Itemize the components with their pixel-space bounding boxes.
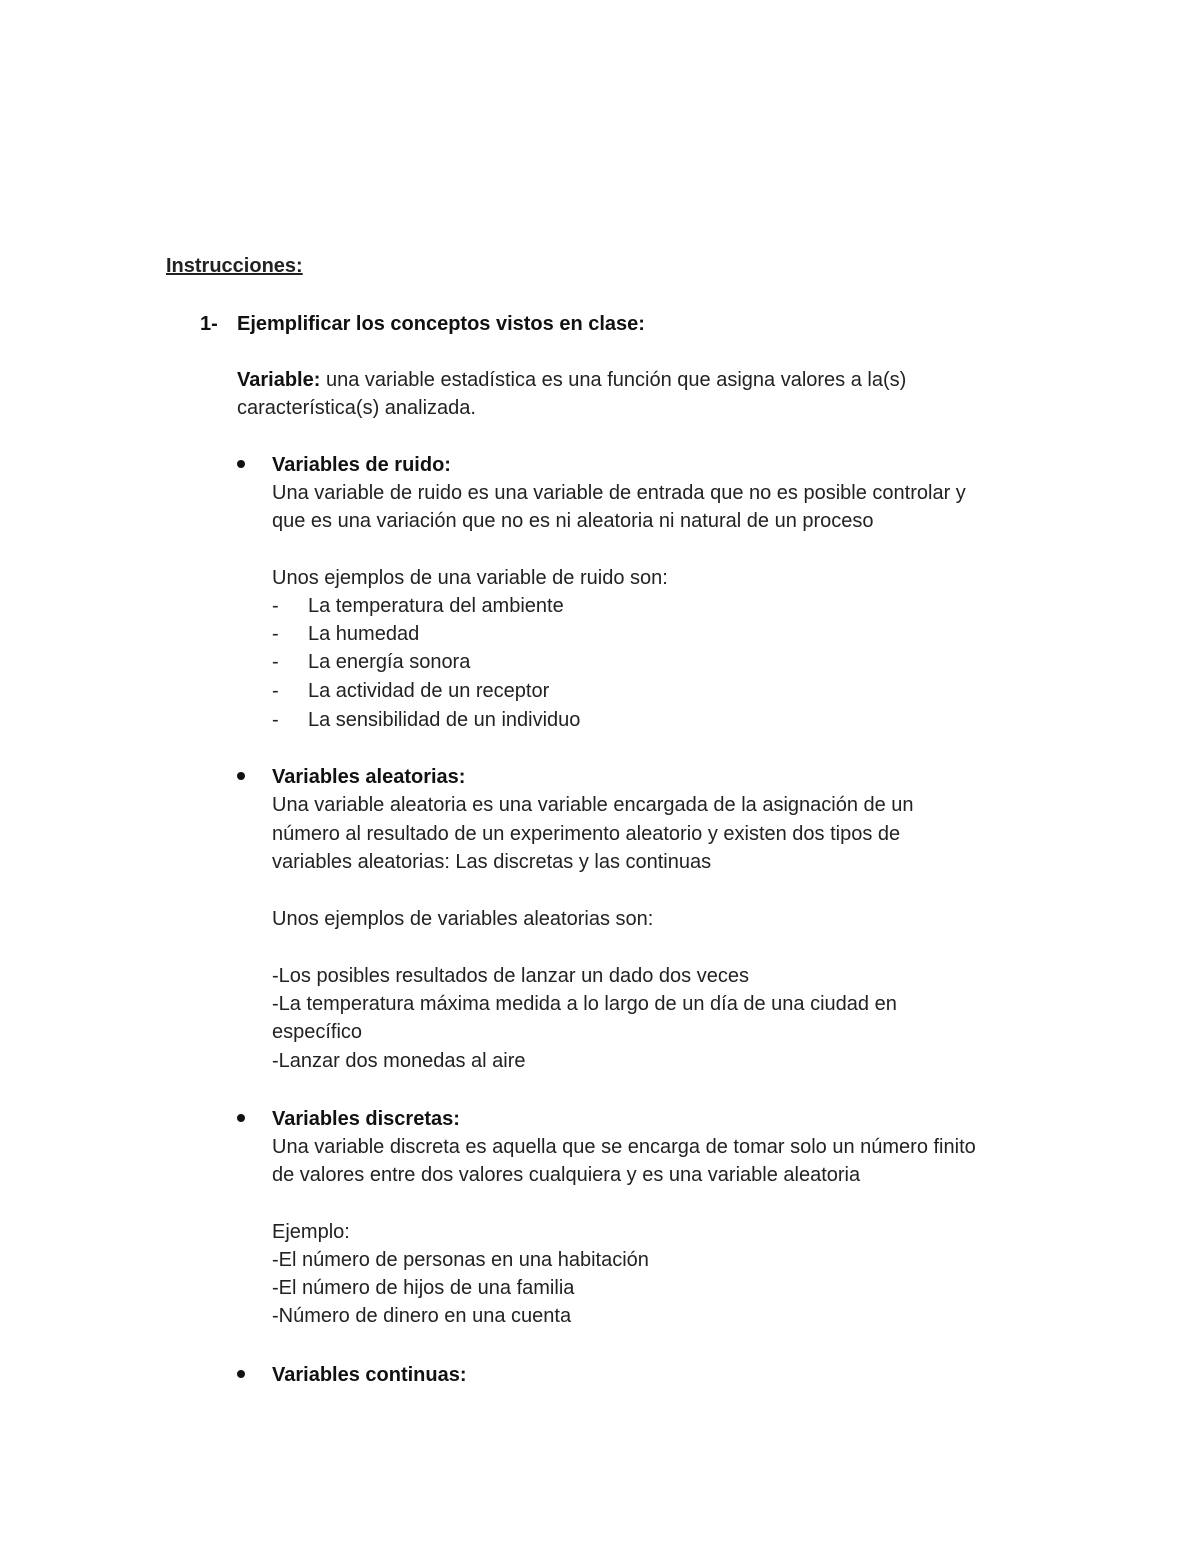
list-item: La energía sonora <box>308 651 471 673</box>
section-body-line: Una variable discreta es aquella que se encarga de tomar solo un número finito <box>272 1136 976 1158</box>
list-item: -Lanzar dos monedas al aire <box>272 1050 526 1072</box>
list-item: La actividad de un receptor <box>308 680 550 702</box>
list-item: -Número de dinero en una cuenta <box>272 1305 572 1327</box>
section-heading-aleatorias: Variables aleatorias: <box>272 766 466 788</box>
list-item: La temperatura del ambiente <box>308 595 564 617</box>
examples-intro: Ejemplo: <box>272 1221 350 1243</box>
section-body-line: variables aleatorias: Las discretas y las continuas <box>272 851 712 873</box>
list-item: específico <box>272 1021 363 1043</box>
variable-definition-line-1 <box>237 366 906 394</box>
list-item: -El número de hijos de una familia <box>272 1277 575 1299</box>
bullet-icon <box>237 1370 245 1378</box>
section-heading-discretas: Variables discretas: <box>272 1108 460 1130</box>
dash-marker: - <box>272 651 279 673</box>
dash-marker: - <box>272 623 279 645</box>
list-item: La humedad <box>308 623 420 645</box>
section-body-line: de valores entre dos valores cualquiera y es una variable aleatoria <box>272 1164 861 1186</box>
section-heading-ruido: Variables de ruido: <box>272 454 451 476</box>
section-body-line: número al resultado de un experimento aleatorio y existen dos tipos de <box>272 823 901 845</box>
examples-intro: Unos ejemplos de variables aleatorias son: <box>272 908 654 930</box>
variable-term: Variable: <box>237 369 321 391</box>
section-body-line: Una variable aleatoria es una variable encargada de la asignación de un <box>272 794 914 816</box>
list-item: -El número de personas en una habitación <box>272 1249 649 1271</box>
examples-intro: Unos ejemplos de una variable de ruido son: <box>272 567 668 589</box>
dash-marker: - <box>272 680 279 702</box>
bullet-icon <box>237 1114 245 1122</box>
variable-definition-text: una variable estadística es una función que asigna valores a la(s) <box>320 369 907 391</box>
section-heading-continuas: Variables continuas: <box>272 1364 467 1386</box>
list-item: -Los posibles resultados de lanzar un dado dos veces <box>272 965 749 987</box>
step-number: 1- <box>200 313 218 335</box>
bullet-icon <box>237 460 245 468</box>
section-body-line: Una variable de ruido es una variable de entrada que no es posible controlar y <box>272 482 966 504</box>
dash-marker: - <box>272 595 279 617</box>
dash-marker: - <box>272 709 279 731</box>
list-item: La sensibilidad de un individuo <box>308 709 581 731</box>
step-heading: Ejemplificar los conceptos vistos en clase: <box>237 313 645 335</box>
section-body-line: que es una variación que no es ni aleatoria ni natural de un proceso <box>272 510 874 532</box>
list-item: -La temperatura máxima medida a lo largo de un día de una ciudad en <box>272 993 897 1015</box>
document-title: Instrucciones: <box>166 255 303 277</box>
bullet-icon <box>237 772 245 780</box>
variable-definition-line-2: característica(s) analizada. <box>237 397 476 419</box>
